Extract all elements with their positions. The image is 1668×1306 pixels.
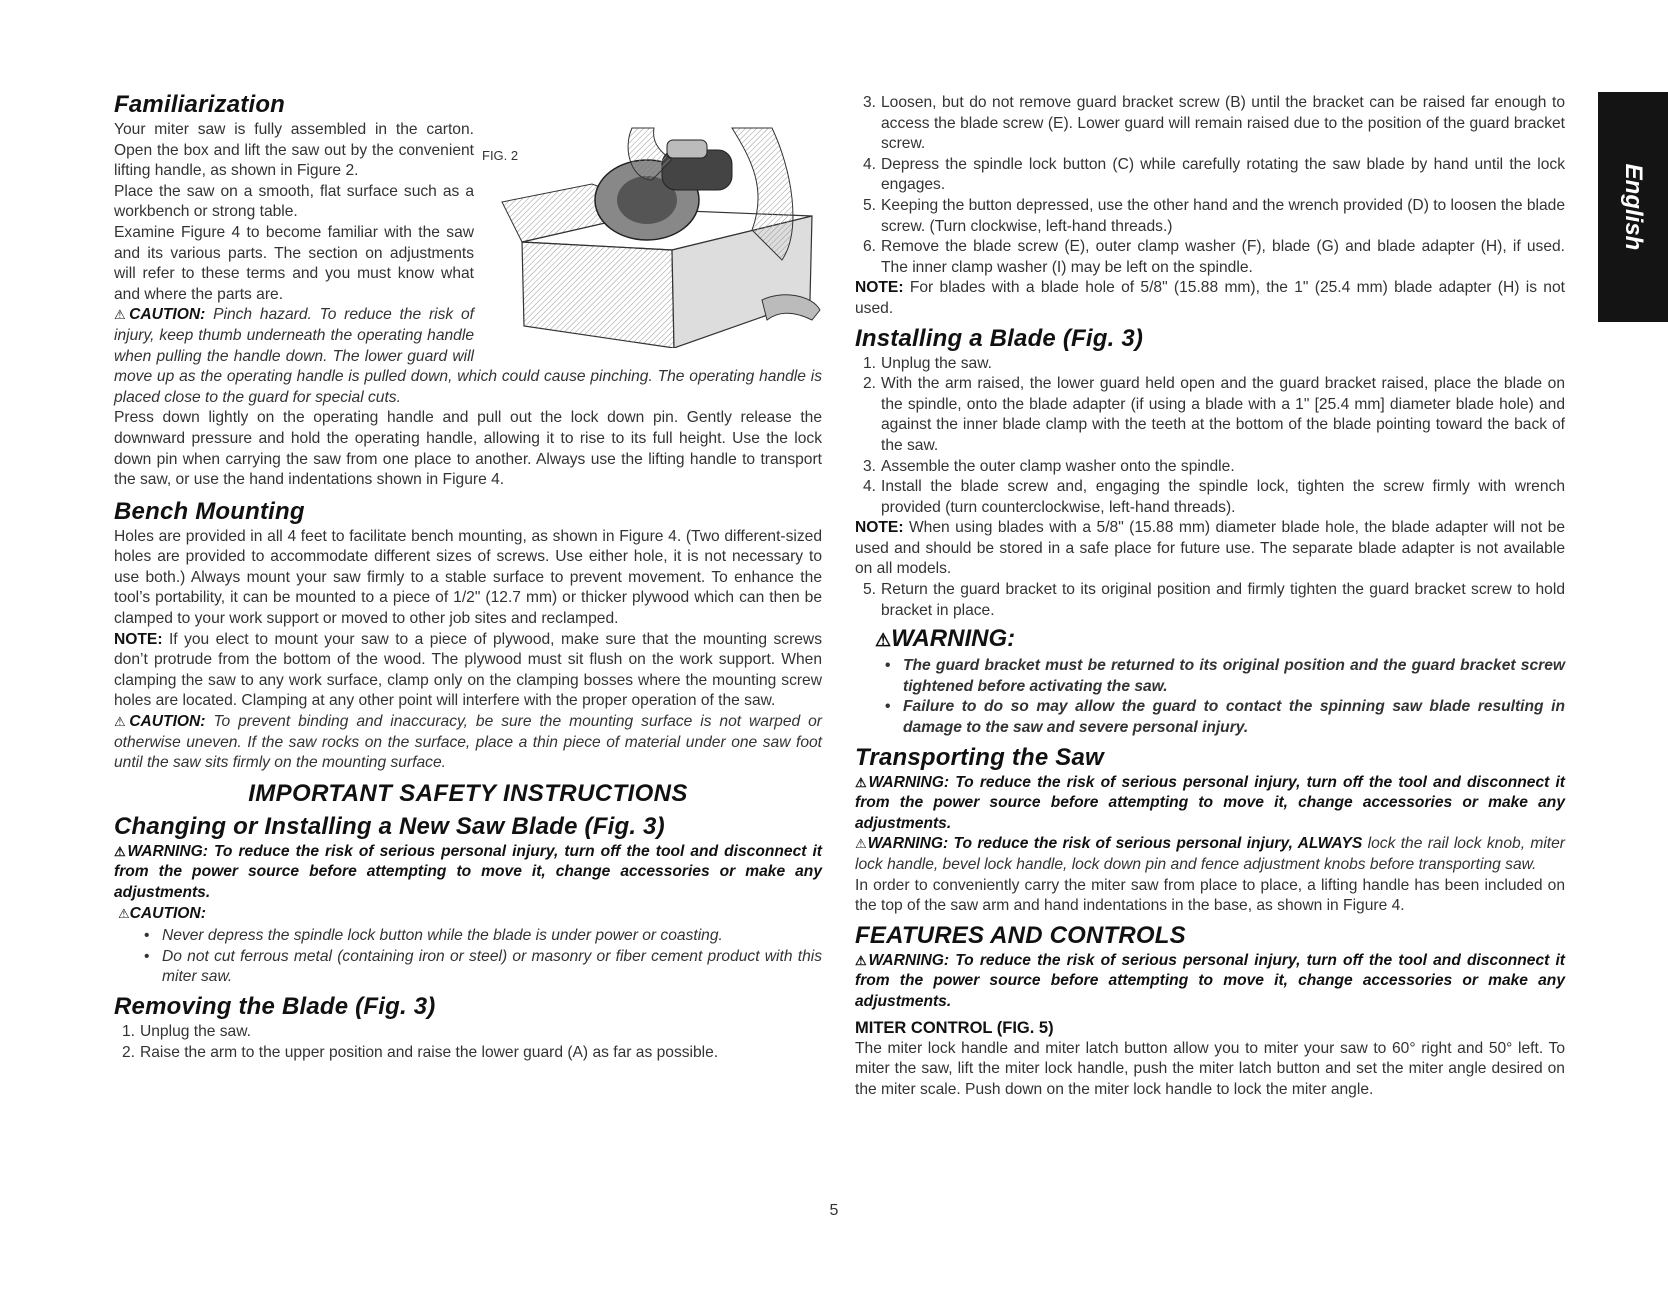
list-item: 3. Loosen, but do not remove guard bracket screw (B) until the bracket can be raised far enough to access the blade screw (E). Lower guard will remain raised due to the position of the guard bracket screw. [863, 94, 1565, 153]
familiarization-p3: Examine Figure 4 to become familiar with the saw and its various parts. The section on adjustments will refer to these terms and you must know what and where the parts are. [114, 223, 474, 303]
page-number: 5 [829, 1202, 839, 1219]
removing-steps-right [855, 93, 1565, 278]
changing-heading: Changing or Installing a New Saw Blade (Fig. 3) [114, 812, 665, 840]
familiarization-heading: Familiarization [114, 91, 286, 118]
installing-heading: Installing a Blade (Fig. 3) [855, 324, 1144, 352]
safety-heading: IMPORTANT SAFETY INSTRUCTIONS [248, 779, 688, 807]
list-item: 2. Raise the arm to the upper position and raise the lower guard (A) as far as possible. [122, 1043, 719, 1061]
warning-triangle-icon: ⚠ [114, 714, 130, 730]
features-warning: ⚠WARNING: To reduce the risk of serious personal injury, turn off the tool and disconnect it from the power source before attempting to move it, change accessories or make any adjustments. [855, 951, 1565, 1010]
language-tab [1598, 92, 1668, 322]
familiarization-caution: ⚠CAUTION: Pinch hazard. To reduce the risk of injury, keep thumb underneath the operating handle when pulling the handle down. The lower guard will move up as the operating handle is pulled down, which could cause pinching. The operating handle is placed close to the guard for special cuts. [114, 306, 822, 406]
right-column [855, 93, 1565, 1100]
warning-triangle-icon: ⚠ [114, 843, 128, 859]
warning-triangle-icon: ⚠ [114, 307, 130, 323]
warning-triangle-icon: ⚠ [855, 774, 869, 790]
warning-triangle-icon: ⚠ [875, 630, 892, 651]
transporting-heading: Transporting the Saw [855, 743, 1104, 771]
installing-steps [855, 354, 1565, 519]
bench-heading: Bench Mounting [114, 497, 305, 525]
list-item: 5. Return the guard bracket to its original position and firmly tighten the guard bracket screw to hold bracket in place. [863, 581, 1565, 619]
changing-caution: ⚠CAUTION: [118, 904, 206, 922]
warning-triangle-icon: ⚠ [855, 952, 869, 968]
removing-heading: Removing the Blade (Fig. 3) [114, 992, 436, 1020]
installing-step5 [855, 580, 1565, 621]
list-item: • Failure to do so may allow the guard to contact the spinning saw blade resulting in damage to the saw and severe personal injury. [855, 697, 1565, 738]
installing-note: NOTE: When using blades with a 5/8" (15.88 mm) diameter blade hole, the blade adapter will not be used and should be stored in a safe place for future use. The separate blade adapter is not available on all models. [855, 519, 1565, 578]
bench-caution: ⚠CAUTION: To prevent binding and inaccuracy, be sure the mounting surface is not warped or otherwise uneven. If the saw rocks on the surface, place a thin piece of material under one saw foot until the saw sits firmly on the mounting surface. [114, 713, 822, 772]
list-item: 1. Unplug the saw. [122, 1022, 251, 1040]
transporting-warning-1: ⚠WARNING: To reduce the risk of serious personal injury, turn off the tool and disconnect it from the power source before attempting to move it, change accessories or make any adjustments. [855, 773, 1565, 832]
saw-in-box-illustration [482, 120, 822, 348]
list-item: 4. Depress the spindle lock button (C) while carefully rotating the saw blade by hand until the lock engages. [863, 155, 1565, 194]
installing-warning-bullets [855, 656, 1565, 738]
bench-p1: Holes are provided in all 4 feet to facilitate bench mounting, as shown in Figure 4. (Two different-sized holes are provided to accommodate different sizes of screws. Use either hole, it is not necessary to use both.) Always mount your saw firmly to a stable surface to prevent movement. To enhance the tool’s portability, it can be mounted to a piece of 1/2" (12.7 mm) or thicker plywood which can then be clamped to your work support or moved to other job sites and reclamped. [114, 527, 822, 628]
features-heading: FEATURES AND CONTROLS [855, 921, 1186, 949]
changing-bullets [114, 926, 822, 988]
transporting-warning-2: ⚠WARNING: To reduce the risk of serious personal injury, ALWAYS lock the rail lock knob, miter lock handle, bevel lock handle, lock down pin and fence adjustment knobs before transporting saw. [855, 835, 1566, 873]
familiarization-p1: Your miter saw is fully assembled in the carton. Open the box and lift the saw out by the convenient lifting handle, as shown in Figure 2. [114, 121, 474, 180]
warning-triangle-icon: ⚠ [118, 905, 130, 921]
figure-2 [482, 120, 822, 348]
list-item: 3. Assemble the outer clamp washer onto the spindle. [863, 457, 1235, 475]
list-item: • The guard bracket must be returned to its original position and the guard bracket screw tightened before activating the saw. [855, 656, 1565, 697]
left-column [114, 90, 822, 1063]
bench-note: NOTE: If you elect to mount your saw to a piece of plywood, make sure that the mounting screws don’t protrude from the bottom of the wood. The plywood must sit flush on the work support. When clamping the saw to any work surface, clamp only on the clamping bosses where the mounting screw holes are located. Clamping at any other point will interfere with the proper operation of the saw. [114, 630, 822, 710]
list-item: 1. Unplug the saw. [863, 354, 992, 372]
miter-control-p1: The miter lock handle and miter latch button allow you to miter your saw to 60° right and 50° left. To miter the saw, lift the miter lock handle, push the miter latch button and set the miter angle desired on the miter scale. Push down on the miter lock handle to lock the miter angle. [855, 1039, 1565, 1098]
list-item: 2. With the arm raised, the lower guard held open and the guard bracket raised, place the blade on the spindle, onto the blade adapter (if using a blade with a 1" [25.4 mm] diameter blade hole) and against the inner blade clamp with the teeth at the bottom of the blade pointing toward the back of the saw. [863, 375, 1565, 454]
figure-2-label: FIG. 2 [482, 148, 519, 163]
list-item: 6. Remove the blade screw (E), outer clamp washer (F), blade (G) and blade adapter (H), if used. The inner clamp washer (I) may be left on the spindle. [863, 238, 1565, 276]
warning-triangle-icon: ⚠ [855, 836, 868, 852]
list-item: 5. Keeping the button depressed, use the other hand and the wrench provided (D) to loosen the blade screw. (Turn clockwise, left-hand threads.) [863, 196, 1566, 235]
removing-steps-left [114, 1022, 822, 1063]
removing-note: NOTE: For blades with a blade hole of 5/8" (15.88 mm), the 1" (25.4 mm) blade adapter (H) is not used. [855, 279, 1565, 317]
list-item: 4. Install the blade screw and, engaging the spindle lock, tighten the screw firmly with wrench provided (turn counterclockwise, left-hand threads). [863, 478, 1565, 516]
list-item: • Do not cut ferrous metal (containing iron or steel) or masonry or fiber cement product with this miter saw. [114, 947, 822, 988]
familiarization-p2: Place the saw on a smooth, flat surface such as a workbench or strong table. [114, 182, 474, 221]
miter-control-subheading: MITER CONTROL (FIG. 5) [855, 1018, 1054, 1037]
installing-warning-heading: ⚠WARNING: [875, 625, 1016, 653]
language-tab-label: English [1620, 163, 1647, 251]
familiarization-p4: Press down lightly on the operating handle and pull out the lock down pin. Gently release the downward pressure and hold the operating handle, allowing it to rise to its full height. Use the lock down pin when carrying the saw from one place to another. Always use the lifting handle to transport the saw, or use the hand indentations shown in Figure 4. [114, 409, 822, 489]
transporting-p1: In order to conveniently carry the miter saw from place to place, a lifting handle has been included on the top of the saw arm and hand indentations in the base, as shown in Figure 4. [855, 876, 1565, 915]
changing-warning: ⚠WARNING: To reduce the risk of serious personal injury, turn off the tool and disconnect it from the power source before attempting to move it, change accessories or make any adjustments. [114, 842, 822, 901]
list-item: • Never depress the spindle lock button while the blade is under power or coasting. [114, 926, 822, 947]
